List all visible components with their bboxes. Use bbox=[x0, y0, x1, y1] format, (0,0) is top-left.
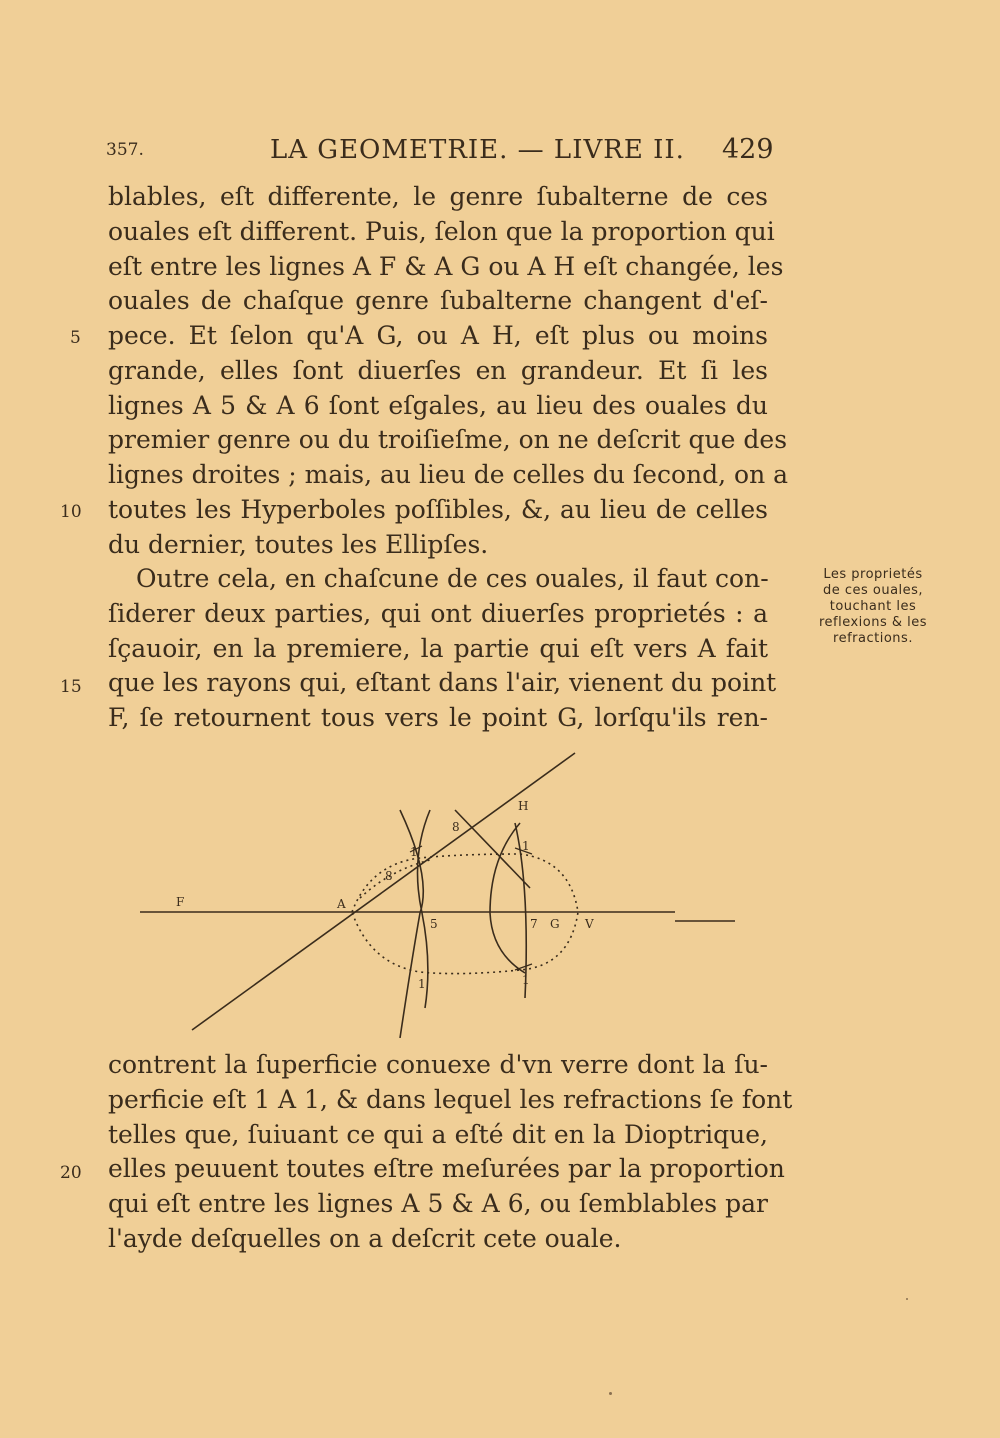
text-line: premier genre ou du troiſieſme, on ne deſcrit que des bbox=[108, 425, 788, 455]
paragraph-bottom bbox=[108, 1048, 793, 1257]
text-line: blables, eſt differente, le genre ſubalterne de ces bbox=[108, 182, 768, 211]
text-line: telles que, ſuiuant ce qui a eſté dit en la Dioptrique, bbox=[108, 1119, 768, 1149]
line-number-15: 15 bbox=[60, 677, 82, 697]
label-8-upper: 8 bbox=[452, 820, 460, 834]
label-f: F bbox=[176, 895, 185, 909]
line-number-10: 10 bbox=[60, 502, 82, 522]
margin-note-line: reflexions & les bbox=[818, 615, 928, 630]
paper-speck bbox=[609, 1392, 612, 1395]
oval-figure bbox=[130, 748, 750, 1038]
margin-note-line: de ces ouales, bbox=[822, 583, 924, 598]
label-1-upper-right: 1 bbox=[522, 839, 530, 853]
margin-note-line: Les proprietés bbox=[823, 567, 923, 582]
text-line: elles peuuent toutes eſtre meſurées par la proportion bbox=[108, 1154, 785, 1184]
text-line: eſt entre les lignes A F & A G ou A H eſt changée, les bbox=[108, 251, 784, 281]
label-7: 7 bbox=[530, 917, 538, 931]
geometric-diagram bbox=[130, 748, 750, 1038]
text-line: grande, elles ſont diuerſes en grandeur. Et ſi les bbox=[108, 355, 768, 385]
label-a: A bbox=[337, 897, 346, 911]
text-line: lignes droites ; mais, au lieu de celles du ſecond, on a bbox=[108, 460, 789, 489]
label-8-lower: 8 bbox=[385, 869, 393, 883]
text-line: Outre cela, en chaſcune de ces ouales, il faut con- bbox=[136, 564, 769, 593]
text-line: F, ſe retournent tous vers le point G, lorſqu'ils ren- bbox=[108, 703, 768, 732]
text-line: que les rayons qui, eſtant dans l'air, vienent du point bbox=[108, 668, 777, 698]
page-number: 429 bbox=[722, 134, 774, 165]
paragraph-top bbox=[108, 180, 789, 562]
margin-note-line: touchant les bbox=[829, 599, 917, 614]
margin-note bbox=[804, 567, 942, 647]
paper-speck bbox=[906, 1298, 908, 1300]
label-1-lower-left: 1 bbox=[418, 977, 426, 991]
text-line: l'ayde deſquelles on a deſcrit cete ouale. bbox=[108, 1223, 622, 1253]
text-line: pece. Et ſelon qu'A G, ou A H, eſt plus ou moins bbox=[108, 321, 768, 350]
label-5: 5 bbox=[430, 917, 438, 931]
text-line: qui eſt entre les lignes A 5 & A 6, ou ſemblables par bbox=[108, 1189, 768, 1218]
text-line: ſçauoir, en la premiere, la partie qui eſt vers A fait bbox=[108, 633, 768, 663]
text-line: lignes A 5 & A 6 ſont eſgales, au lieu des ouales du bbox=[108, 390, 768, 420]
header-section-number: 357. bbox=[106, 140, 144, 160]
line-number-20: 20 bbox=[60, 1163, 82, 1183]
margin-note-line: refractions. bbox=[833, 631, 913, 646]
text-line: ouales de chaſque genre ſubalterne changent d'eſ- bbox=[108, 286, 768, 316]
paragraph-middle bbox=[108, 562, 777, 736]
label-1-upper-left: 1 bbox=[410, 845, 418, 859]
text-line: ſiderer deux parties, qui ont diuerſes proprietés : a bbox=[108, 598, 768, 628]
text-line: du dernier, toutes les Ellipſes. bbox=[108, 529, 489, 559]
label-g: G bbox=[550, 917, 560, 931]
text-line: contrent la ſuperficie conuexe d'vn verre dont la ſu- bbox=[108, 1050, 768, 1079]
line-number-5: 5 bbox=[70, 328, 81, 348]
text-line: toutes les Hyperboles poſſibles, &, au lieu de celles bbox=[108, 494, 768, 524]
label-v: V bbox=[585, 917, 594, 931]
text-line: perficie eſt 1 A 1, & dans lequel les refractions ſe font bbox=[108, 1084, 793, 1114]
label-h: H bbox=[518, 799, 529, 813]
label-1-lower-right: 1 bbox=[522, 973, 530, 987]
line-a-h bbox=[192, 753, 575, 1030]
text-line: ouales eſt different. Puis, ſelon que la proportion qui bbox=[108, 216, 775, 246]
running-title: LA GEOMETRIE. — LIVRE II. bbox=[270, 135, 685, 165]
